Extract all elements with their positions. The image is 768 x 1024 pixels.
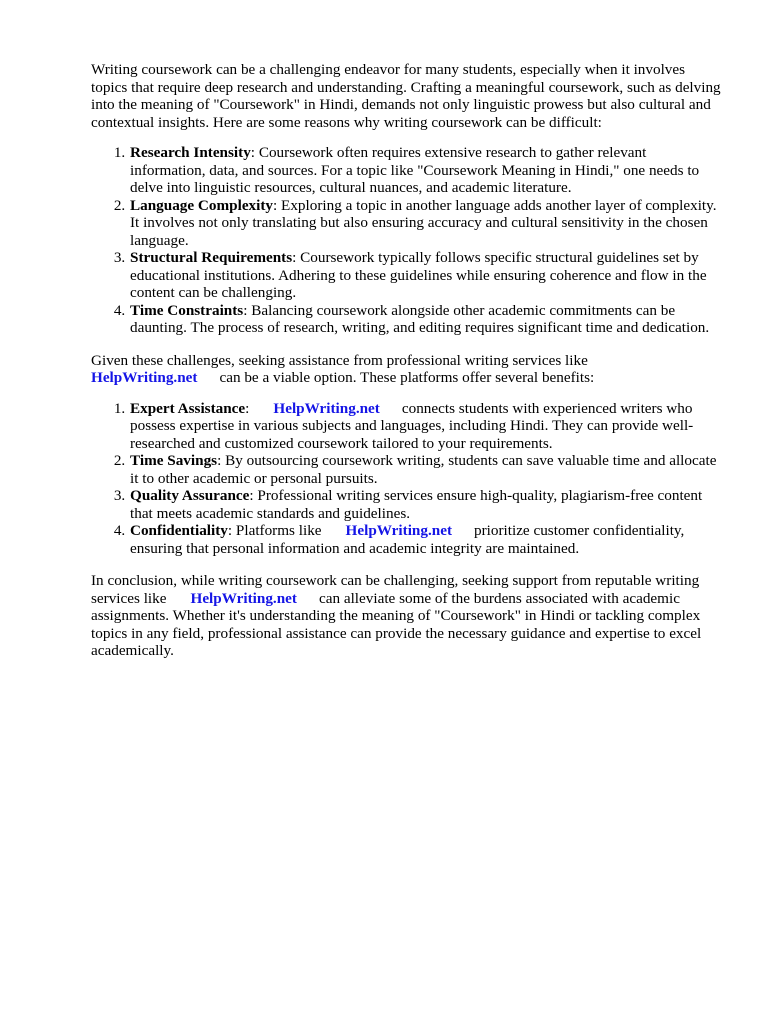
- benefit-title: Confidentiality: [130, 522, 228, 539]
- benefit-text: connects students with experienced writers who possess expertise in various subjects and languages, including Hindi. They can provide well-researched and customized coursework tailored to your requirements.: [130, 399, 694, 452]
- reason-item-time: [129, 302, 721, 337]
- given-paragraph: [91, 352, 721, 387]
- helpwriting-link[interactable]: HelpWriting.net: [345, 522, 453, 539]
- conclusion-text-after: can alleviate some of the burdens associated with academic assignments. Whether it's understanding the meaning of "Coursework" in Hindi or tackling complex topics in any field, professional assistance can provide the necessary guidance and expertise to excel academically.: [91, 589, 702, 659]
- reason-text: : Balancing coursework alongside other academic commitments can be daunting. The process of research, writing, and editing requires significant time and dedication.: [130, 301, 710, 336]
- reason-item-research: [129, 144, 721, 197]
- reason-text: : Coursework typically follows specific structural guidelines set by educational institutions. Adhering to these guidelines while ensuring coherence and flow in the content can be challenging.: [130, 249, 707, 301]
- reason-text: : Exploring a topic in another language adds another layer of complexity. It involves not only translating but also ensuring accuracy and cultural sensitivity in the chosen language.: [130, 196, 717, 249]
- benefit-title: Quality Assurance: [130, 487, 250, 504]
- reason-title: Language Complexity: [130, 196, 274, 214]
- reason-title: Structural Requirements: [130, 249, 293, 266]
- benefit-text-before: : Platforms like: [227, 522, 322, 539]
- benefit-title: Expert Assistance: [130, 399, 246, 417]
- helpwriting-link[interactable]: HelpWriting.net: [190, 589, 297, 607]
- conclusion-text-before: In conclusion, while writing coursework can be challenging, seeking support from reputable writing services like: [91, 572, 700, 607]
- benefit-text: : By outsourcing coursework writing, students can save valuable time and allocate it to other academic or personal pursuits.: [130, 452, 717, 487]
- reason-title: Time Constraints: [130, 301, 244, 319]
- reason-item-language: [129, 197, 721, 250]
- benefit-item-time: [129, 452, 721, 487]
- reason-item-structure: [129, 249, 721, 302]
- reasons-list: [91, 144, 721, 337]
- reason-title: Research Intensity: [130, 144, 251, 161]
- document-page: [91, 61, 721, 660]
- helpwriting-link[interactable]: HelpWriting.net: [273, 399, 380, 417]
- benefit-text-after: prioritize customer confidentiality, ensuring that personal information and academic integrity are maintained.: [130, 522, 685, 557]
- benefit-item-expert: [129, 400, 721, 453]
- benefit-item-confidentiality: [129, 522, 721, 557]
- benefit-title: Time Savings: [130, 452, 218, 469]
- intro-paragraph: Writing coursework can be a challenging endeavor for many students, especially when it involves topics that require deep research and understanding. Crafting a meaningful coursework, such as delving into the meaning of "Coursework" in Hindi, demands not only linguistic prowess but also cultural and contextual insights. Here are some reasons why writing coursework can be difficult:: [91, 61, 721, 131]
- given-text-before: Given these challenges, seeking assistance from professional writing services like: [91, 351, 588, 369]
- given-text-after: can be a viable option. These platforms offer several benefits:: [219, 369, 595, 386]
- reason-text: : Coursework often requires extensive research to gather relevant information, data, and sources. For a topic like "Coursework Meaning in Hindi," one needs to delve into linguistic resources, cultural nuances, and academic literature.: [130, 144, 700, 196]
- conclusion-paragraph: [91, 572, 721, 660]
- benefit-text: : Professional writing services ensure high-quality, plagiarism-free content that meets academic standards and guidelines.: [130, 487, 703, 522]
- benefit-colon: :: [245, 399, 250, 417]
- benefits-list: [91, 400, 721, 558]
- benefit-item-quality: [129, 487, 721, 522]
- helpwriting-link[interactable]: HelpWriting.net: [91, 369, 198, 386]
